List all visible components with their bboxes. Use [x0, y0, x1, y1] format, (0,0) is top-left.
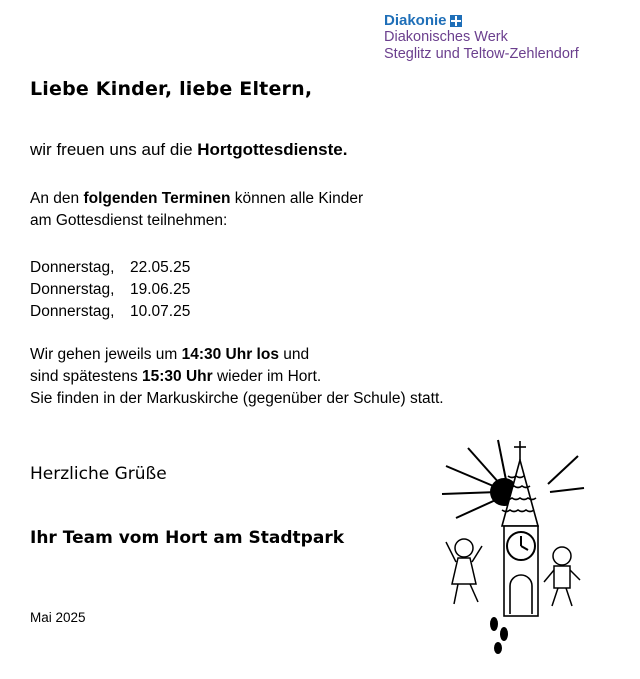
- diakonie-logo: [384, 12, 579, 63]
- p3-d: wieder im Hort.: [212, 368, 322, 385]
- p1-bold: folgenden Terminen: [83, 190, 231, 207]
- logo-brand: [384, 12, 579, 29]
- dates-list: [30, 257, 190, 323]
- intro-line: [30, 140, 347, 160]
- church-children-illustration: [438, 436, 588, 656]
- p1-prefix: An den: [30, 190, 84, 207]
- date-day: Donnerstag,: [30, 303, 115, 320]
- p3-c: sind spätestens: [30, 368, 143, 385]
- date-value: 10.07.25: [130, 303, 191, 320]
- closing-greeting: Herzliche Grüße: [30, 464, 167, 484]
- date-row: [30, 301, 190, 323]
- diakonie-cross-icon: [450, 15, 462, 27]
- p3-time-start: 14:30 Uhr los: [181, 346, 279, 363]
- p3-a: Wir gehen jeweils um: [30, 346, 182, 363]
- date-row: [30, 279, 190, 301]
- clock-icon: [507, 532, 535, 560]
- intro-prefix: wir freuen uns auf die: [30, 140, 198, 159]
- p1-suffix: können alle Kinder: [230, 190, 364, 207]
- date-row: [30, 257, 190, 279]
- date-value: 22.05.25: [130, 259, 191, 276]
- footprints: [490, 617, 508, 654]
- child-left: [446, 539, 482, 604]
- logo-line-1: Diakonisches Werk: [384, 29, 508, 45]
- schedule-paragraph: [30, 188, 363, 232]
- child-right: [544, 547, 580, 606]
- p1-line-2: am Gottesdienst teilnehmen:: [30, 212, 228, 229]
- letter-date: Mai 2025: [30, 610, 86, 625]
- date-value: 19.06.25: [130, 281, 191, 298]
- greeting: Liebe Kinder, liebe Eltern,: [30, 78, 313, 100]
- church-door: [510, 575, 532, 614]
- team-signature: Ihr Team vom Hort am Stadtpark: [30, 528, 345, 548]
- p3-line-3: Sie finden in der Markuskirche (gegenüber der Schule) statt.: [30, 390, 444, 407]
- logo-line-2: Steglitz und Teltow-Zehlendorf: [384, 46, 579, 62]
- time-paragraph: [30, 344, 444, 410]
- date-day: Donnerstag,: [30, 259, 115, 276]
- date-day: Donnerstag,: [30, 281, 115, 298]
- logo-brand-text: Diakonie: [384, 12, 447, 29]
- intro-bold: Hortgottesdienste.: [197, 140, 348, 159]
- p3-b: und: [278, 346, 310, 363]
- p3-time-end: 15:30 Uhr: [142, 368, 213, 385]
